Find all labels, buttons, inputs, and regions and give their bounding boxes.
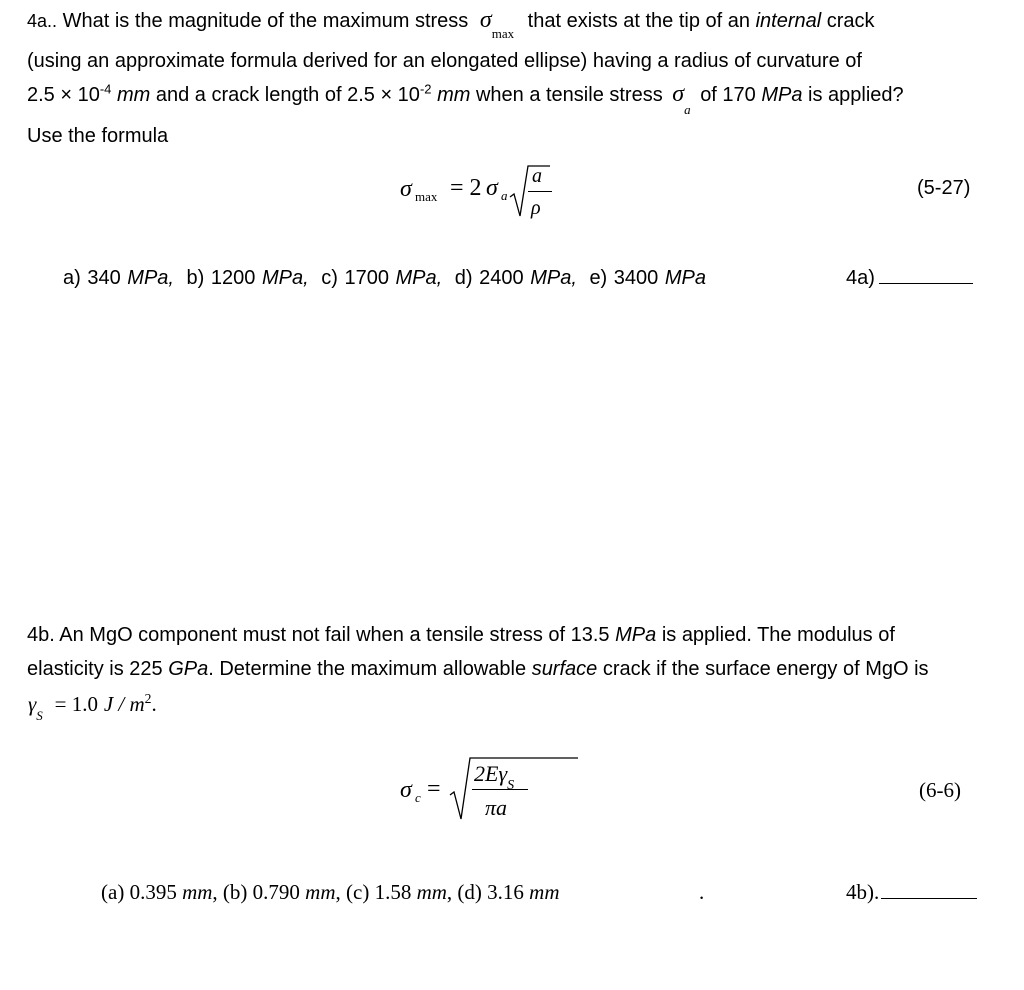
surface-energy-value: $\gamma_S = 1.0$ J / $m^2$.: [28, 691, 157, 724]
equation-number-6-6: (6-6): [919, 778, 961, 802]
answer-blank-4a[interactable]: 4a): [846, 268, 973, 288]
choice-e: e) 3400 MPa: [589, 267, 706, 289]
problem-number: 4b.: [27, 624, 55, 646]
choice-a: a) 340 MPa,: [63, 267, 174, 289]
answer-choices-4a: [63, 268, 706, 288]
choice-b: (b) 0.790 mm,: [222, 880, 341, 904]
fraction-bar: [528, 191, 552, 192]
sigma-max-symbol: $\sigma_{max}$: [479, 7, 515, 41]
choice-c: (c) 1.58 mm,: [346, 880, 453, 904]
problem-4a-line1: 4a.. What is the magnitude of the maximum stress $\sigma_{max}$ that exists at the tip of an internal crack: [27, 7, 875, 41]
problem-4b-line2: elasticity is 225 GPa. Determine the maximum allowable surface crack if the surface energy of MgO is: [27, 658, 929, 680]
choice-d: d) 2400 MPa,: [454, 267, 577, 289]
stray-dot: .: [699, 880, 705, 904]
choice-d: (d) 3.16 mm: [457, 880, 560, 904]
choice-c: c) 1700 MPa,: [321, 267, 443, 289]
problem-4b-line1: 4b. An MgO component must not fail when a tensile stress of 13.5 MPa is applied. The modulus of: [27, 624, 895, 646]
problem-4a-line3: $2.5 \times 10^{-4}$ mm and a crack length of $2.5 \times 10^{-2}$ mm when a tensile stress $\sigma_a$ of 170 MPa is applied?: [27, 81, 904, 117]
sigma-a-symbol: $\sigma_a$: [672, 81, 691, 117]
equation-number-5-27: (5-27): [917, 177, 971, 199]
answer-choices-4b: [101, 880, 560, 905]
fraction-bar: [472, 789, 528, 790]
answer-blank-4b[interactable]: 4b).: [846, 880, 977, 905]
problem-4a-line2: (using an approximate formula derived for an elongated ellipse) having a radius of curvature of: [27, 50, 862, 72]
square-root-sign: [448, 755, 588, 825]
choice-a: (a) 0.395 mm,: [101, 880, 218, 904]
problem-number: 4a..: [27, 11, 58, 31]
use-formula-text: Use the formula: [27, 125, 169, 147]
choice-b: b) 1200 MPa,: [186, 267, 309, 289]
square-root-sign: [508, 164, 548, 224]
